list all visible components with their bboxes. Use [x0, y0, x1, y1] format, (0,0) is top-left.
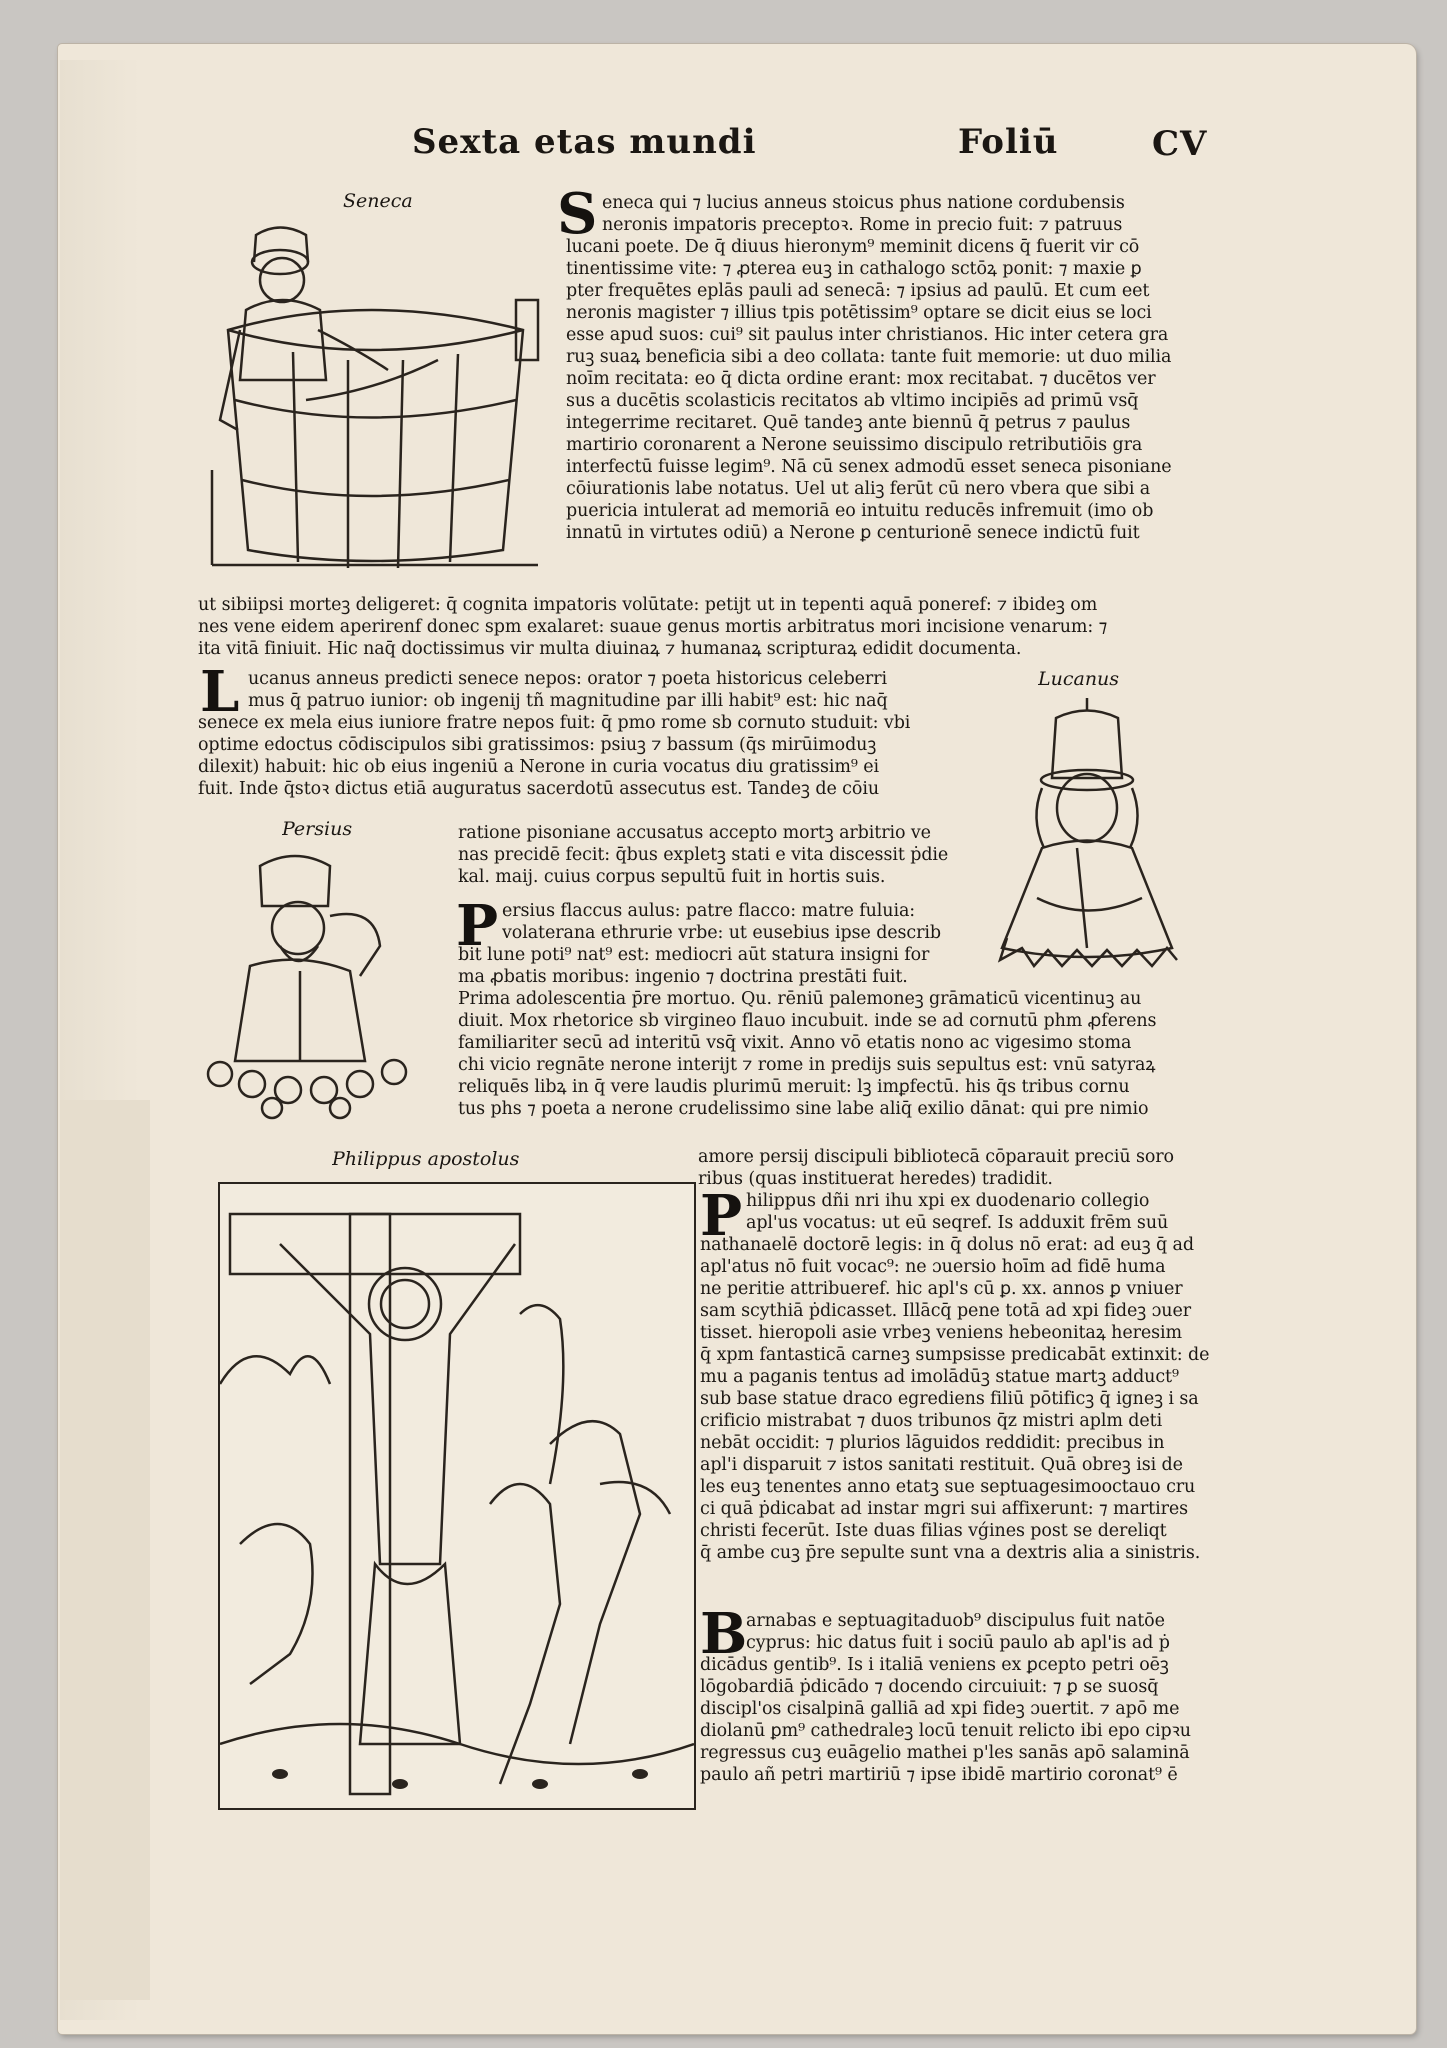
- philippus-line: christi fecerūt. Iste duas filias vǵines post se dereliqt: [700, 1521, 1167, 1541]
- seneca-line: puericia intulerat ad memoriā eo intuitu reducēs infremuit (imo ob: [566, 501, 1154, 521]
- philippus-line: apl'us vocatus: ut eū seqref. Is adduxit frēm suū: [746, 1213, 1169, 1233]
- philippus-line: sub base statue draco egrediens filiū pōtificꝫ q̄ igneꝫ i sa: [700, 1389, 1199, 1409]
- persius-line: amore persij discipuli bibliotecā cōparauit preciū soro: [698, 1147, 1174, 1167]
- seneca-line: ut sibiipsi morteꝫ deligeret: q̄ cognita impatoris volūtate: petijt ut in tepenti aquā poneref: ⁊ ibideꝫ om: [198, 595, 1098, 615]
- persius-line: chi vicio regnāte nerone interijt ⁊ rome in predijs suis sepultus est: vnū satyraꝝ: [458, 1055, 1156, 1075]
- seneca-line: neronis magister ⁊ illius tpis potētissim⁹ optare se dicit eius se loci: [566, 303, 1152, 323]
- seneca-line: ruꝫ suaꝝ beneficia sibi a deo collata: tante fuit memorie: ut duo milia: [566, 347, 1172, 367]
- seneca-line: tinentissime vite: ⁊ ꝓterea euꝫ in cathalogo sctōꝝ ponit: ⁊ maxie ꝑ: [566, 259, 1142, 279]
- persius-text-block-2: [458, 944, 968, 988]
- barnabas-line: diolanū ꝑm⁹ cathedraleꝫ locū tenuit relicto ibi epo cipꝛu: [700, 1721, 1191, 1741]
- barnabas-line: dicādus gentib⁹. Is i italiā veniens ex ꝑcepto petri oēꝫ: [700, 1655, 1169, 1675]
- folio-label: Foliū: [958, 122, 1059, 162]
- persius-text-block: [502, 900, 968, 944]
- lucanus-line: optime edoctus cōdiscipulos sibi gratissimos: psiuꝫ ⁊ bassum (q̄s mirūimoduꝫ: [198, 735, 877, 755]
- seneca-line: neronis impatoris preceptoꝛ. Rome in precio fuit: ⁊ patruus: [602, 215, 1123, 235]
- seneca-line: cōiurationis labe notatus. Uel ut aliꝫ ferūt cū nero vbera que sibi a: [566, 479, 1151, 499]
- seneca-line: lucani poete. De q̄ diuus hieronym⁹ meminit dicens q̄ fuerit vir cō: [566, 237, 1140, 257]
- persius-line: tus phs ⁊ poeta a nerone crudelissimo sine labe aliq̄ exilio dānat: qui pre nimio: [458, 1099, 1149, 1119]
- folio-number: CV: [1152, 124, 1208, 164]
- persius-line: bit lune poti⁹ nat⁹ est: mediocri aūt statura insigni for: [458, 945, 930, 965]
- barnabas-text-block-2: [700, 1654, 1212, 1786]
- philippus-line: sam scythiā ṗdicasset. Illācq̄ pene totā ad xpi fideꝫ ɔuer: [700, 1301, 1191, 1321]
- seneca-line: integerrime recitaret. Quē tandeꝫ ante biennū q̄ petrus ⁊ paulus: [566, 413, 1131, 433]
- philippus-line: mu a paganis tentus ad imolādūꝫ statue martꝫ adduct⁹: [700, 1367, 1179, 1387]
- seneca-line: nes vene eidem aperirenf donec spm exalaret: suaue genus mortis arbitratus mori incisione venarum: ⁊: [198, 617, 1108, 637]
- philippus-line: ne peritie attribueref. hic apl's cū ꝑ. xx. annos ꝑ vniuer: [700, 1279, 1183, 1299]
- philippus-line: q̄ ambe cuꝫ p̄re sepulte sunt vna a dextris alia a sinistris.: [700, 1543, 1201, 1563]
- seneca-line: noīm recitata: eo q̄ dicta ordine erant: mox recitabat. ⁊ ducētos ver: [566, 369, 1156, 389]
- lucanus-line: senece ex mela eius iuniore fratre nepos fuit: q̄ pmo rome sb cornuto studuit: vbi: [198, 713, 911, 733]
- philippus-line: nebāt occidit: ⁊ plurios lāguidos reddidit: precibus in: [700, 1433, 1165, 1453]
- lucanus-line: dilexit) habuit: hic ob eius ingeniū a Nerone in curia vocatus diu gratissim⁹ ei: [198, 757, 880, 777]
- philippus-text-block: [746, 1190, 1212, 1234]
- philippus-caption: Philippus apostolus: [332, 1148, 520, 1170]
- seneca-initial: S: [557, 181, 598, 247]
- seneca-line: martirio coronarent a Nerone seuissimo discipulo retributiōis gra: [566, 435, 1143, 455]
- seneca-line: innatū in virtutes odiū) a Nerone ꝑ centurionē senece indictū fuit: [566, 523, 1140, 543]
- persius-caption: Persius: [282, 818, 353, 840]
- seneca-line: ita vitā finiuit. Hic naq̄ doctissimus vir multa diuinaꝝ ⁊ humanaꝝ scripturaꝝ edidit documenta.: [198, 639, 1022, 659]
- barnabas-text-block: [746, 1610, 1212, 1654]
- lucanus-narrow-block: [458, 822, 968, 888]
- philippus-line: apl'i disparuit ⁊ istos sanitati restituit. Quā obreꝫ isi de: [700, 1455, 1183, 1475]
- lucanus-text-block: [248, 668, 968, 712]
- seneca-text-block: [602, 192, 1212, 236]
- persius-line: ersius flaccus aulus: patre flacco: matre fuluia:: [502, 901, 916, 921]
- lucanus-caption: Lucanus: [1038, 668, 1120, 690]
- philippus-line: crificio mistrabat ⁊ duos tribunos q̄z mistri aplm deti: [700, 1411, 1163, 1431]
- barnabas-line: lōgobardiā ṗdicādo ⁊ docendo circuiuit: ⁊ ꝑ se suosq̄: [700, 1677, 1159, 1697]
- philippus-line: q̄ xpm fantasticā carneꝫ sumpsisse predicabāt extinxit: de: [700, 1345, 1210, 1365]
- philippus-line: ci quā ṗdicabat ad instar mgri sui affixerunt: ⁊ martires: [700, 1499, 1188, 1519]
- philippus-line: les euꝫ tenentes anno etatꝫ sue septuagesimooctauo cru: [700, 1477, 1196, 1497]
- lucanus-line: mus q̄ patruo iunior: ob ingenij tñ magnitudine par illi habit⁹ est: hic naq̄: [248, 691, 888, 711]
- seneca-line: eneca qui ⁊ lucius anneus stoicus phus natione cordubensis: [602, 193, 1125, 213]
- barnabas-line: paulo añ petri martiriū ⁊ ipse ibidē martirio coronat⁹ ē: [700, 1765, 1178, 1785]
- lucanus-initial: L: [200, 659, 240, 725]
- philippus-woodcut: [218, 1182, 696, 1810]
- seneca-woodcut: [198, 220, 550, 585]
- persius-end-block: [698, 1146, 1212, 1190]
- philippus-line: nathanaelē doctorē legis: in q̄ dolus nō erat: ad euꝫ q̄ ad: [700, 1235, 1194, 1255]
- barnabas-initial: B: [700, 1601, 748, 1667]
- persius-initial: P: [456, 893, 499, 959]
- barnabas-line: cyprus: hic datus fuit i sociū paulo ab apl'is ad ṗ: [746, 1633, 1170, 1653]
- barnabas-line: regressus cuꝫ euāgelio mathei p'les sanās apō salaminā: [700, 1743, 1190, 1763]
- lucanus-line: fuit. Inde q̄stoꝛ dictus etiā auguratus sacerdotū assecutus est. Tandeꝫ de cōiu: [198, 779, 879, 799]
- seneca-wide-block: [198, 594, 1212, 660]
- persius-line: volaterana ethrurie vrbe: ut eusebius ipse describ: [502, 923, 942, 943]
- seneca-line: esse apud suos: cui⁹ sit paulus inter christianos. Hic inter cetera gra: [566, 325, 1169, 345]
- lucanus-line: ratione pisoniane accusatus accepto mortꝫ arbitrio ve: [458, 823, 931, 843]
- philippus-text-block-2: [700, 1234, 1212, 1564]
- persius-line: ribus (quas instituerat heredes) tradidit.: [698, 1169, 1053, 1189]
- lucanus-line: nas precidē fecit: q̄bus expletꝫ stati e vita discessit ṗdie: [458, 845, 949, 865]
- lucanus-text-block-2: [198, 712, 968, 800]
- philippus-initial: P: [700, 1183, 743, 1249]
- persius-line: diuit. Mox rhetorice sb virgineo flauo incubuit. inde se ad cornutū phm ꝓferens: [458, 1011, 1157, 1031]
- seneca-caption: Seneca: [343, 190, 413, 212]
- lucanus-line: ucanus anneus predicti senece nepos: orator ⁊ poeta historicus celeberri: [248, 669, 887, 689]
- persius-line: Prima adolescentia p̄re mortuo. Qu. rēniū palemoneꝫ grāmaticū vicentinuꝫ au: [458, 989, 1142, 1009]
- persius-line: reliquēs libꝝ in q̄ vere laudis plurimū meruit: lꝫ imꝑfectū. his q̄s tribus cornu: [458, 1077, 1130, 1097]
- seneca-text-block-2: [566, 236, 1212, 544]
- philippus-line: apl'atus nō fuit vocac⁹: ne ɔuersio hoīm ad fidē huma: [700, 1257, 1166, 1277]
- barnabas-line: discipl'os cisalpinā galliā ad xpi fideꝫ ɔuertit. ⁊ apō me: [700, 1699, 1180, 1719]
- persius-wide-block: [458, 988, 1212, 1120]
- lucanus-woodcut: [982, 698, 1192, 968]
- persius-line: familiariter secū ad interitū vsq̄ vixit. Anno vō etatis nono ac vigesimo stoma: [458, 1033, 1132, 1053]
- lucanus-line: kal. maij. cuius corpus sepultū fuit in hortis suis.: [458, 867, 886, 887]
- running-title: Sexta etas mundi: [412, 122, 757, 162]
- persius-line: ma ꝓbatis moribus: ingenio ⁊ doctrina prestāti fuit.: [458, 967, 908, 987]
- philippus-line: hilippus dñi nri ihu xpi ex duodenario collegio: [746, 1191, 1150, 1211]
- seneca-line: interfectū fuisse legim⁹. Nā cū senex admodū esset seneca pisoniane: [566, 457, 1172, 477]
- paper-stain: [60, 1100, 150, 2000]
- seneca-line: sus a ducētis scolasticis recitatos ab vltimo incipiēs ad primū vsq̄: [566, 391, 1139, 411]
- barnabas-line: arnabas e septuagitaduob⁹ discipulus fuit natōe: [746, 1611, 1165, 1631]
- persius-woodcut: [200, 846, 430, 1121]
- seneca-line: pter frequētes eplās pauli ad senecā: ⁊ ipsius ad paulū. Et cum eet: [566, 281, 1150, 301]
- philippus-line: tisset. hieropoli asie vrbeꝫ veniens hebeonitaꝝ heresim: [700, 1323, 1183, 1343]
